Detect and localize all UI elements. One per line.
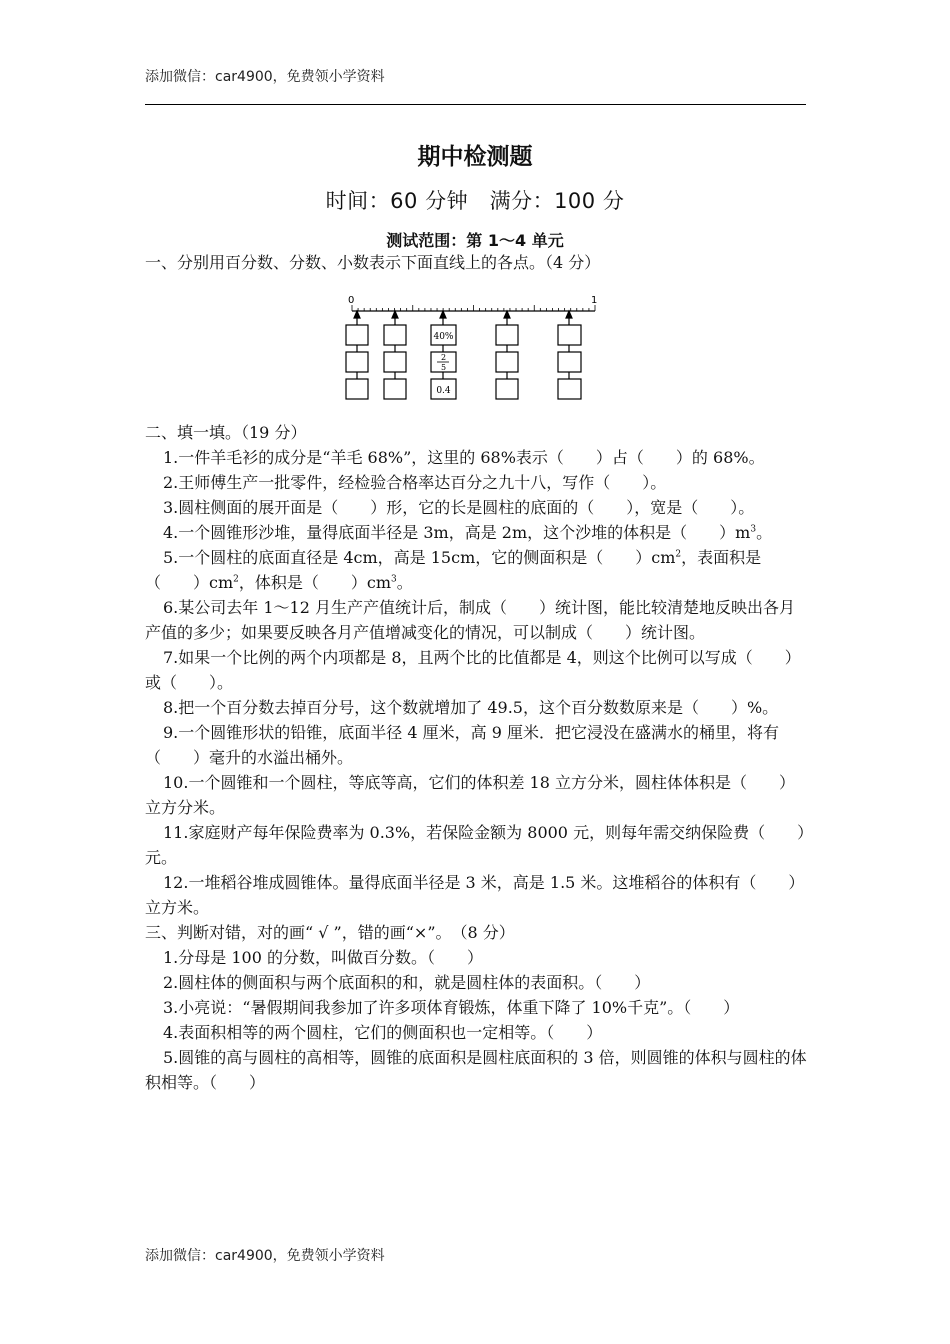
section1-heading: 一、分别用百分数、分数、小数表示下面直线上的各点。（4 分） bbox=[145, 253, 601, 272]
answer-box bbox=[346, 352, 368, 372]
question-2-6: 6.某公司去年 1～12 月生产产值统计后，制成（ ）统计图，能比较清楚地反映出各月产值的多少；如果要反映各月产值增减变化的情况，可以制成（ ）统计图。 bbox=[145, 598, 795, 642]
arrow-marker-icon bbox=[354, 311, 360, 318]
exam-time-score: 时间：60 分钟 满分：100 分 bbox=[325, 189, 625, 213]
question-2-9: 9.一个圆锥形状的铅锥，底面半径 4 厘米，高 9 厘米．把它浸没在盛满水的桶里，将有（ ）毫升的水溢出桶外。 bbox=[145, 723, 779, 767]
answer-box bbox=[558, 352, 581, 372]
question-2-3: 3.圆柱侧面的展开面是（ ）形，它的长是圆柱的底面的（ ），宽是（ ）。 bbox=[163, 498, 755, 517]
question-3-4: 4.表面积相等的两个圆柱，它们的侧面积也一定相等。（ ） bbox=[163, 1023, 603, 1042]
answer-column-2 bbox=[384, 311, 406, 399]
question-3-2: 2.圆柱体的侧面积与两个底面积的和，就是圆柱体的表面积。（ ） bbox=[163, 973, 651, 992]
answer-box bbox=[496, 325, 518, 345]
arrow-marker-icon bbox=[504, 311, 510, 318]
test-scope: 测试范围：第 1～4 单元 bbox=[386, 231, 564, 250]
page-header: 添加微信：car4900，免费领小学资料 bbox=[145, 69, 385, 85]
answer-box bbox=[384, 352, 406, 372]
answer-box bbox=[558, 325, 581, 345]
superscript: 2 bbox=[233, 574, 239, 585]
answer-box bbox=[346, 379, 368, 399]
example-fraction-numerator: 2 bbox=[440, 353, 447, 362]
number-line-svg bbox=[340, 281, 600, 411]
question-2-1: 1.一件羊毛衫的成分是“羊毛 68%”，这里的 68%表示（ ）占（ ）的 68%。 bbox=[163, 448, 765, 467]
question-text: 。 bbox=[396, 573, 413, 592]
question-3-1: 1.分母是 100 的分数，叫做百分数。（ ） bbox=[163, 948, 483, 967]
question-2-7: 7.如果一个比例的两个内项都是 8，且两个比的比值都是 4，则这个比例可以写成（ ）或（ ）。 bbox=[145, 648, 801, 692]
answer-box bbox=[558, 379, 581, 399]
number-line-figure bbox=[145, 275, 807, 420]
question-text: ，表面积是（ ）cm bbox=[145, 548, 762, 592]
answer-column-5 bbox=[558, 311, 581, 399]
question-2-12: 12.一堆稻谷堆成圆锥体。量得底面半径是 3 米，高是 1.5 米。这堆稻谷的体积有（ ）立方米。 bbox=[145, 873, 805, 917]
question-3-3: 3.小亮说：“暑假期间我参加了许多项体育锻炼，体重下降了 10%千克”。（ ） bbox=[163, 998, 740, 1017]
answer-box bbox=[384, 325, 406, 345]
start-label: 0 bbox=[348, 295, 355, 306]
question-2-2: 2.王师傅生产一批零件，经检验合格率达百分之九十八，写作（ ）。 bbox=[163, 473, 667, 492]
question-2-11: 11.家庭财产每年保险费率为 0.3%，若保险金额为 8000 元，则每年需交纳保险费（ ）元。 bbox=[145, 823, 806, 867]
answer-box bbox=[496, 352, 518, 372]
end-label: 1 bbox=[591, 295, 598, 306]
arrow-marker-icon bbox=[440, 311, 446, 318]
answer-box bbox=[346, 325, 368, 345]
question-text: 。 bbox=[756, 523, 773, 542]
arrow-marker-icon bbox=[392, 311, 398, 318]
question-2-4 bbox=[145, 520, 807, 545]
question-text: ，体积是（ ）cm bbox=[238, 573, 392, 592]
header-rule bbox=[145, 104, 806, 105]
question-text: 5.一个圆柱的底面直径是 4cm，高是 15cm，它的侧面积是（ ）cm bbox=[163, 548, 676, 567]
question-3-5: 5.圆锥的高与圆柱的高相等，圆锥的底面积是圆柱底面积的 3 倍，则圆锥的体积与圆柱的体积相等。（ ） bbox=[145, 1048, 807, 1092]
question-2-5 bbox=[145, 545, 807, 595]
superscript: 2 bbox=[675, 549, 682, 560]
question-2-10: 10.一个圆锥和一个圆柱，等底等高，它们的体积差 18 立方分米，圆柱体体积是（ ）立方分米。 bbox=[145, 773, 795, 817]
question-2-8: 8.把一个百分数去掉百分号，这个数就增加了 49.5，这个百分数数原来是（ ）%。 bbox=[163, 698, 779, 717]
example-decimal: 0.4 bbox=[436, 386, 451, 396]
page-title: 期中检测题 bbox=[417, 144, 533, 170]
arrow-marker-icon bbox=[566, 311, 572, 318]
number-line-ticks bbox=[352, 305, 595, 311]
page-footer: 添加微信：car4900，免费领小学资料 bbox=[145, 1248, 385, 1264]
exam-content bbox=[145, 250, 807, 1095]
section2-heading: 二、填一填。（19 分） bbox=[145, 423, 307, 442]
superscript: 3 bbox=[750, 524, 757, 535]
superscript: 3 bbox=[391, 574, 397, 585]
answer-column-4 bbox=[496, 311, 518, 399]
answer-box bbox=[384, 379, 406, 399]
answer-column-1 bbox=[346, 311, 368, 399]
section3-heading: 三、判断对错，对的画“ √ ”，错的画“×”。 （8 分） bbox=[145, 923, 515, 942]
example-percent: 40% bbox=[433, 332, 454, 342]
answer-box bbox=[496, 379, 518, 399]
question-text: 4.一个圆锥形沙堆，量得底面半径是 3m，高是 2m，这个沙堆的体积是（ ）m bbox=[163, 523, 751, 542]
example-fraction-denominator: 5 bbox=[440, 363, 447, 372]
